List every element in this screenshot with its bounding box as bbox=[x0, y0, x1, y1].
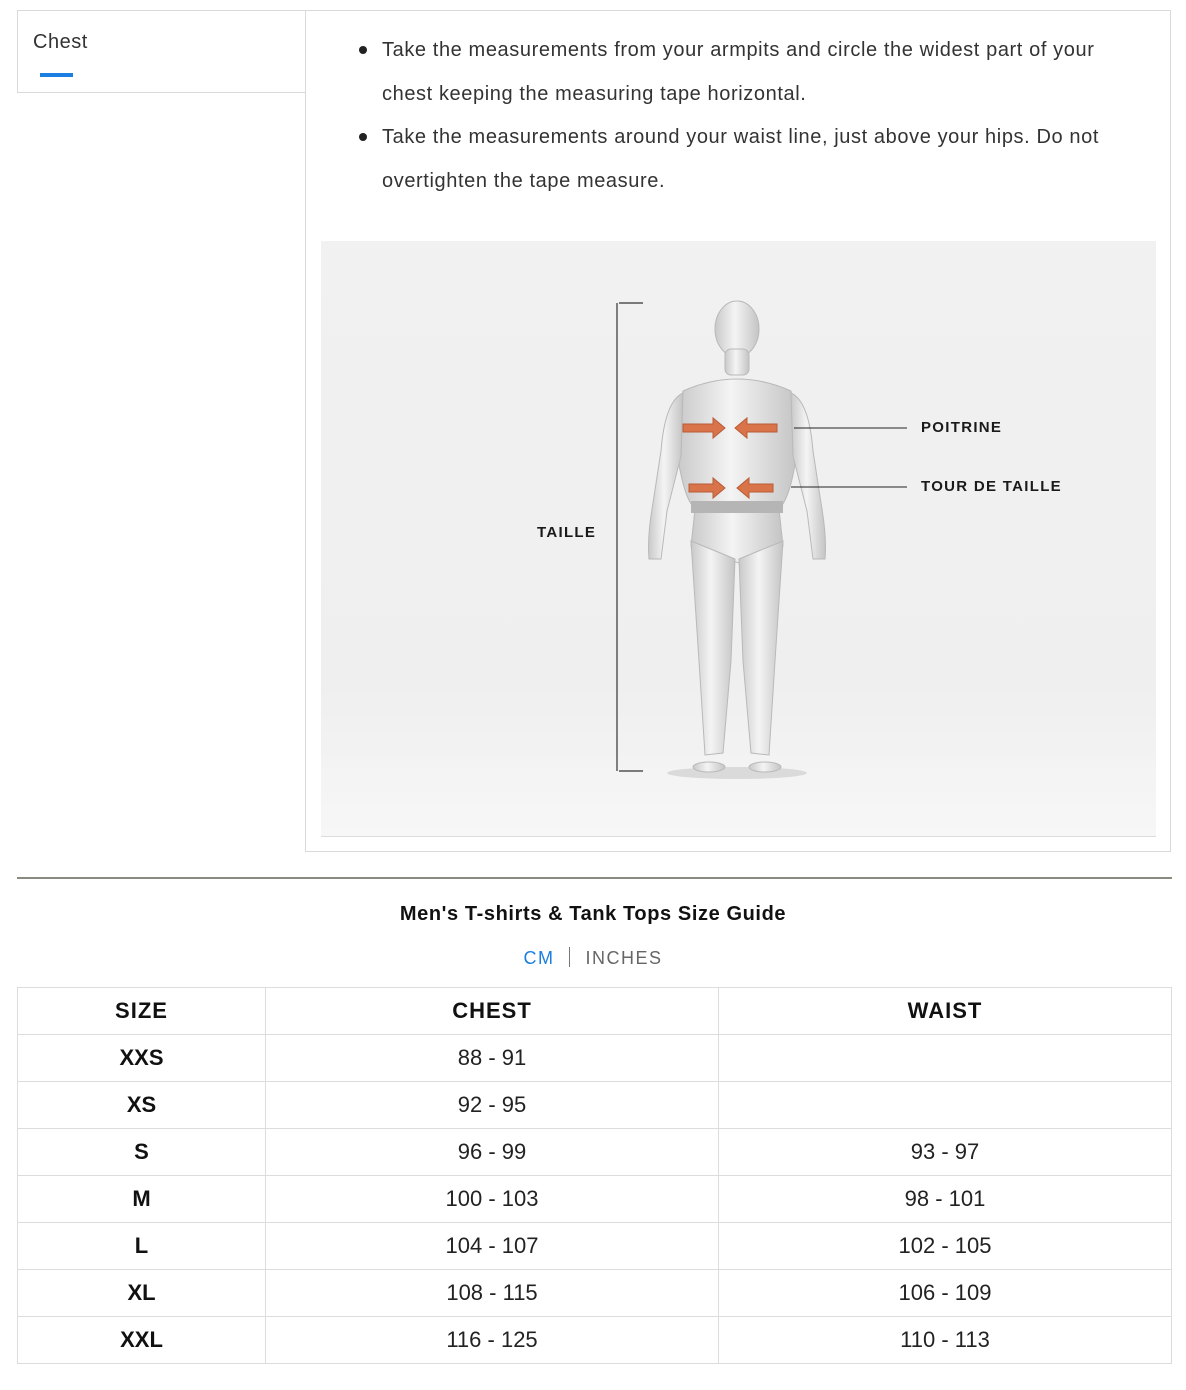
unit-inches-button[interactable]: INCHES bbox=[585, 948, 663, 968]
chest-cell: 108 - 115 bbox=[266, 1270, 719, 1317]
body-figure-icon bbox=[321, 241, 1156, 836]
tab-chest[interactable]: Chest bbox=[33, 31, 88, 53]
table-header-row bbox=[18, 988, 1172, 1035]
size-table bbox=[17, 987, 1172, 1364]
unit-cm-button[interactable]: CM bbox=[523, 948, 555, 968]
waist-label: TOUR DE TAILLE bbox=[921, 478, 1062, 495]
header-size: SIZE bbox=[18, 988, 266, 1035]
tab-list bbox=[17, 10, 305, 93]
waist-cell: 98 - 101 bbox=[719, 1176, 1172, 1223]
waist-cell: 93 - 97 bbox=[719, 1129, 1172, 1176]
chest-cell: 116 - 125 bbox=[266, 1317, 719, 1364]
table-row bbox=[18, 1270, 1172, 1317]
instruction-chest-text: Take the measurements from your armpits and circle the widest part of your chest keeping the measuring tape horizontal. bbox=[382, 39, 1095, 105]
table-row bbox=[18, 1317, 1172, 1364]
header-chest: CHEST bbox=[266, 988, 719, 1035]
height-label: TAILLE bbox=[537, 524, 597, 541]
chest-label: POITRINE bbox=[921, 419, 1003, 436]
table-row bbox=[18, 1176, 1172, 1223]
chest-cell: 88 - 91 bbox=[266, 1035, 719, 1082]
table-row bbox=[18, 1035, 1172, 1082]
section-divider bbox=[17, 877, 1172, 879]
size-cell: XS bbox=[18, 1082, 266, 1129]
waist-cell: 110 - 113 bbox=[719, 1317, 1172, 1364]
size-cell: M bbox=[18, 1176, 266, 1223]
bullet-icon bbox=[359, 46, 367, 54]
instruction-item bbox=[306, 29, 1172, 116]
unit-toggle bbox=[0, 947, 1186, 969]
chest-cell: 92 - 95 bbox=[266, 1082, 719, 1129]
active-tab-indicator bbox=[40, 73, 73, 77]
unit-separator bbox=[569, 947, 570, 967]
waist-cell: 106 - 109 bbox=[719, 1270, 1172, 1317]
measurement-figure bbox=[321, 241, 1156, 837]
chest-cell: 96 - 99 bbox=[266, 1129, 719, 1176]
size-cell: L bbox=[18, 1223, 266, 1270]
size-cell: XXL bbox=[18, 1317, 266, 1364]
table-row bbox=[18, 1082, 1172, 1129]
size-cell: S bbox=[18, 1129, 266, 1176]
waist-cell bbox=[719, 1082, 1172, 1129]
size-guide-title: Men's T-shirts & Tank Tops Size Guide bbox=[399, 903, 787, 925]
waist-cell bbox=[719, 1035, 1172, 1082]
size-cell: XL bbox=[18, 1270, 266, 1317]
chest-cell: 104 - 107 bbox=[266, 1223, 719, 1270]
table-row bbox=[18, 1223, 1172, 1270]
instruction-item bbox=[306, 116, 1172, 203]
size-cell: XXS bbox=[18, 1035, 266, 1082]
header-waist: WAIST bbox=[719, 988, 1172, 1035]
bullet-icon bbox=[359, 133, 367, 141]
chest-cell: 100 - 103 bbox=[266, 1176, 719, 1223]
measurement-instructions bbox=[306, 29, 1172, 203]
tab-content-chest bbox=[305, 10, 1171, 852]
instruction-waist-text: Take the measurements around your waist line, just above your hips. Do not overtighten the tape measure. bbox=[382, 126, 1099, 192]
waist-cell: 102 - 105 bbox=[719, 1223, 1172, 1270]
table-row bbox=[18, 1129, 1172, 1176]
